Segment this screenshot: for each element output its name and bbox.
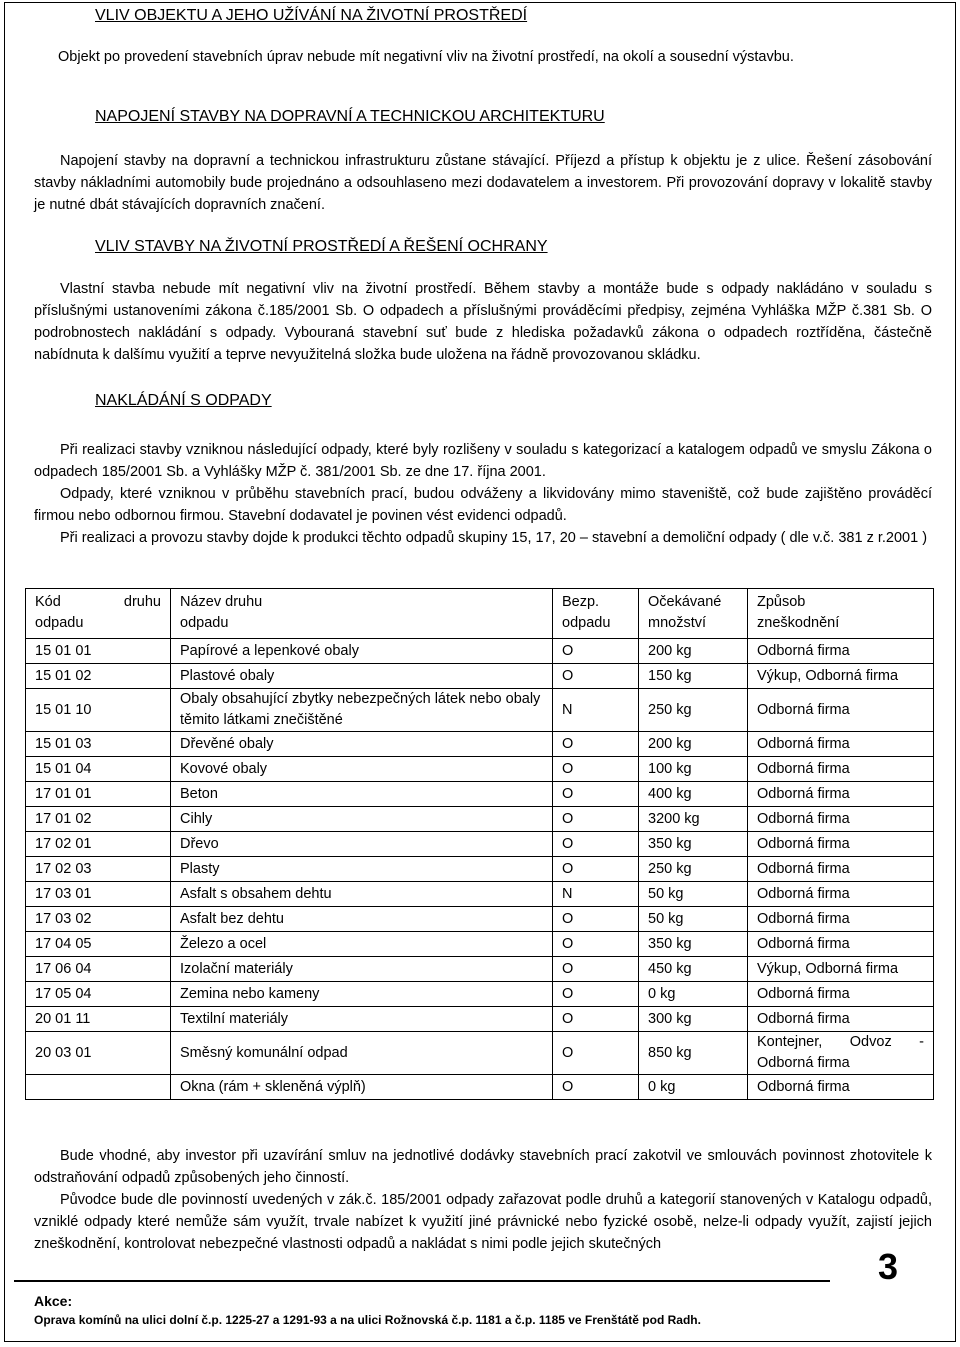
cell-code: 17 04 05 bbox=[26, 932, 171, 957]
cell-code: 20 01 11 bbox=[26, 1007, 171, 1032]
cell-quantity: 0 kg bbox=[639, 982, 748, 1007]
cell-disposal: Odborná firma bbox=[748, 757, 934, 782]
cell-disposal: Odborná firma bbox=[748, 1007, 934, 1032]
cell-name: Směsný komunální odpad bbox=[171, 1032, 553, 1075]
cell-hazard: O bbox=[553, 732, 639, 757]
cell-quantity: 0 kg bbox=[639, 1075, 748, 1100]
cell-code: 17 06 04 bbox=[26, 957, 171, 982]
cell-hazard: O bbox=[553, 857, 639, 882]
cell-name: Plastové obaly bbox=[171, 664, 553, 689]
cell-name: Obaly obsahující zbytky nebezpečných látek nebo obaly těmito látkami znečištěné bbox=[171, 689, 553, 732]
transport-connection-text: Napojení stavby na dopravní a technickou infrastrukturu zůstane stávající. Příjezd a přístup k objektu je z ulice. Řešení zásobování stavby nákladními automobily bude projednáno a odsouhlaseno mezi dodavatelem a investorem. Při provozování dopravy v lokalitě stavby je nutné dbát stávajících dopravních značení. bbox=[34, 153, 932, 213]
cell-hazard: N bbox=[553, 689, 639, 732]
environment-protection-text: Vlastní stavba nebude mít negativní vliv na životní prostředí. Během stavby a montáže bude s odpady nakládáno v souladu s příslušnými ustanoveními zákona č.185/2001 Sb. O odpadech a příslušnými prováděcími předpisy, zejména Vyhláška MŽP č.381 Sb. O podrobnostech nakládání s odpady. Vybouraná stavební suť bude z hlediska požadavků zákona o odpadech roztříděna, částečně nabídnuta k dalšímu využití a teprve nevyužitelná složka bude uložena na řádně provozovanou skládku. bbox=[34, 281, 932, 363]
cell-hazard: O bbox=[553, 782, 639, 807]
cell-quantity: 200 kg bbox=[639, 639, 748, 664]
cell-quantity: 300 kg bbox=[639, 1007, 748, 1032]
header-code-word-1: Kód bbox=[35, 594, 61, 610]
cell-disposal: Výkup, Odborná firma bbox=[748, 664, 934, 689]
cell-name: Okna (rám + skleněná výplň) bbox=[171, 1075, 553, 1100]
cell-code: 17 03 01 bbox=[26, 882, 171, 907]
cell-quantity: 350 kg bbox=[639, 832, 748, 857]
cell-quantity: 250 kg bbox=[639, 857, 748, 882]
page-number: 3 bbox=[878, 1246, 899, 1287]
cell-disposal: Odborná firma bbox=[748, 689, 934, 732]
cell-quantity: 150 kg bbox=[639, 664, 748, 689]
after-paragraph-2: Původce bude dle povinností uvedených v zák.č. 185/2001 odpady zařazovat podle druhů a kategorií stanovených v Katalogu odpadů, vzniklé odpady které nemůže sám využít, trvale nabízet k využití jiné právnické nebo fyzické osobě, nelze-li odpady využít, zajistí jejich zneškodnění, kontrolovat nebezpečné vlastnosti odpadů a nakládat s nimi podle jejich skutečných bbox=[34, 1192, 932, 1252]
cell-disposal: Odborná firma bbox=[748, 732, 934, 757]
table-row bbox=[26, 932, 934, 957]
cell-disposal: Kontejner, Odvoz - Odborná firma bbox=[748, 1032, 934, 1075]
cell-name: Textilní materiály bbox=[171, 1007, 553, 1032]
cell-disposal: Odborná firma bbox=[748, 1075, 934, 1100]
cell-name: Asfalt s obsahem dehtu bbox=[171, 882, 553, 907]
cell-hazard: O bbox=[553, 982, 639, 1007]
cell-hazard: O bbox=[553, 1007, 639, 1032]
header-code-word-3: odpadu bbox=[35, 615, 84, 631]
table-row bbox=[26, 782, 934, 807]
cell-hazard: O bbox=[553, 907, 639, 932]
cell-quantity: 250 kg bbox=[639, 689, 748, 732]
cell-quantity: 50 kg bbox=[639, 882, 748, 907]
table-row bbox=[26, 907, 934, 932]
cell-code: 17 03 02 bbox=[26, 907, 171, 932]
cell-hazard: O bbox=[553, 1075, 639, 1100]
cell-quantity: 50 kg bbox=[639, 907, 748, 932]
cell-hazard: O bbox=[553, 957, 639, 982]
heading-environment-protection: VLIV STAVBY NA ŽIVOTNÍ PROSTŘEDÍ A ŘEŠENÍ OCHRANY bbox=[95, 238, 548, 255]
waste-table bbox=[25, 588, 934, 1100]
table-row bbox=[26, 1007, 934, 1032]
header-quantity: Očekávané množství bbox=[639, 589, 748, 639]
cell-code: 17 02 03 bbox=[26, 857, 171, 882]
environment-impact-text: Objekt po provedení stavebních úprav nebude mít negativní vliv na životní prostředí, na okolí a sousední výstavbu. bbox=[58, 49, 794, 65]
cell-name: Dřevěné obaly bbox=[171, 732, 553, 757]
cell-code: 17 01 01 bbox=[26, 782, 171, 807]
cell-name: Železo a ocel bbox=[171, 932, 553, 957]
waste-paragraph-1: Při realizaci stavby vzniknou následující odpady, které byly rozlišeny v souladu s kategorizací a katalogem odpadů ve smyslu Zákona o odpadech 185/2001 Sb. a Vyhlášky MŽP č. 381/2001 Sb. ze dne 17. října 2001. bbox=[34, 442, 932, 480]
cell-code bbox=[26, 1075, 171, 1100]
heading-environment-impact: VLIV OBJEKTU A JEHO UŽÍVÁNÍ NA ŽIVOTNÍ PROSTŘEDÍ bbox=[95, 7, 528, 24]
cell-quantity: 3200 kg bbox=[639, 807, 748, 832]
header-code bbox=[26, 589, 171, 639]
cell-name: Izolační materiály bbox=[171, 957, 553, 982]
cell-name: Beton bbox=[171, 782, 553, 807]
cell-quantity: 200 kg bbox=[639, 732, 748, 757]
cell-quantity: 350 kg bbox=[639, 932, 748, 957]
cell-name: Kovové obaly bbox=[171, 757, 553, 782]
cell-code: 20 03 01 bbox=[26, 1032, 171, 1075]
cell-hazard: O bbox=[553, 1032, 639, 1075]
table-row bbox=[26, 882, 934, 907]
table-row bbox=[26, 857, 934, 882]
table-row bbox=[26, 1075, 934, 1100]
cell-hazard: O bbox=[553, 639, 639, 664]
cell-disposal: Odborná firma bbox=[748, 639, 934, 664]
cell-hazard: O bbox=[553, 664, 639, 689]
cell-hazard: O bbox=[553, 757, 639, 782]
heading-transport-connection: NAPOJENÍ STAVBY NA DOPRAVNÍ A TECHNICKOU ARCHITEKTURU bbox=[95, 108, 605, 125]
cell-code: 17 05 04 bbox=[26, 982, 171, 1007]
table-row bbox=[26, 639, 934, 664]
table-row bbox=[26, 957, 934, 982]
footer-divider bbox=[14, 1280, 830, 1282]
table-row bbox=[26, 689, 934, 732]
cell-disposal: Odborná firma bbox=[748, 882, 934, 907]
table-row bbox=[26, 807, 934, 832]
cell-disposal: Odborná firma bbox=[748, 907, 934, 932]
after-paragraph-1: Bude vhodné, aby investor při uzavírání smluv na jednotlivé dodávky stavebních prací zakotvil ve smlouvách povinnost zhotovitele k odstraňování odpadů způsobených jeho činností. bbox=[34, 1148, 932, 1186]
header-hazard: Bezp. odpadu bbox=[553, 589, 639, 639]
cell-name: Asfalt bez dehtu bbox=[171, 907, 553, 932]
cell-name: Dřevo bbox=[171, 832, 553, 857]
table-row bbox=[26, 732, 934, 757]
table-row bbox=[26, 664, 934, 689]
header-code-word-2: druhu bbox=[123, 594, 161, 610]
cell-code: 17 01 02 bbox=[26, 807, 171, 832]
heading-waste-handling: NAKLÁDÁNÍ S ODPADY bbox=[95, 392, 272, 409]
header-disposal: Způsob zneškodnění bbox=[748, 589, 934, 639]
cell-hazard: N bbox=[553, 882, 639, 907]
table-row bbox=[26, 832, 934, 857]
cell-code: 15 01 03 bbox=[26, 732, 171, 757]
cell-hazard: O bbox=[553, 932, 639, 957]
cell-disposal: Odborná firma bbox=[748, 807, 934, 832]
cell-disposal: Odborná firma bbox=[748, 982, 934, 1007]
cell-disposal: Výkup, Odborná firma bbox=[748, 957, 934, 982]
waste-paragraph-3: Při realizaci a provozu stavby dojde k produkci těchto odpadů skupiny 15, 17, 20 – stavební a demoliční odpady ( dle v.č. 381 z r.2001 ) bbox=[60, 530, 928, 546]
cell-disposal: Odborná firma bbox=[748, 932, 934, 957]
waste-table-header bbox=[26, 589, 934, 639]
header-name: Název druhu odpadu bbox=[171, 589, 553, 639]
cell-quantity: 850 kg bbox=[639, 1032, 748, 1075]
cell-name: Plasty bbox=[171, 857, 553, 882]
cell-name: Papírové a lepenkové obaly bbox=[171, 639, 553, 664]
footer-label: Akce: bbox=[34, 1293, 73, 1309]
table-row bbox=[26, 757, 934, 782]
cell-hazard: O bbox=[553, 832, 639, 857]
cell-code: 15 01 10 bbox=[26, 689, 171, 732]
cell-quantity: 400 kg bbox=[639, 782, 748, 807]
cell-name: Cihly bbox=[171, 807, 553, 832]
cell-disposal: Odborná firma bbox=[748, 832, 934, 857]
cell-disposal: Odborná firma bbox=[748, 782, 934, 807]
cell-code: 15 01 01 bbox=[26, 639, 171, 664]
cell-code: 15 01 02 bbox=[26, 664, 171, 689]
table-row bbox=[26, 1032, 934, 1075]
cell-code: 15 01 04 bbox=[26, 757, 171, 782]
cell-name: Zemina nebo kameny bbox=[171, 982, 553, 1007]
table-row bbox=[26, 982, 934, 1007]
cell-hazard: O bbox=[553, 807, 639, 832]
cell-disposal: Odborná firma bbox=[748, 857, 934, 882]
footer-project-name: Oprava komínů na ulici dolní č.p. 1225-27 a 1291-93 a na ulici Rožnovská č.p. 1181 a č.p. 1185 ve Frenštátě pod Radh. bbox=[34, 1313, 701, 1327]
cell-code: 17 02 01 bbox=[26, 832, 171, 857]
cell-quantity: 450 kg bbox=[639, 957, 748, 982]
waste-paragraph-2: Odpady, které vzniknou v průběhu stavebních prací, budou odváženy a likvidovány mimo staveniště, což bude zajištěno prováděcí firmou nebo odbornou firmou. Stavební dodavatel je povinen vést evidenci odpadů. bbox=[34, 486, 932, 524]
cell-quantity: 100 kg bbox=[639, 757, 748, 782]
